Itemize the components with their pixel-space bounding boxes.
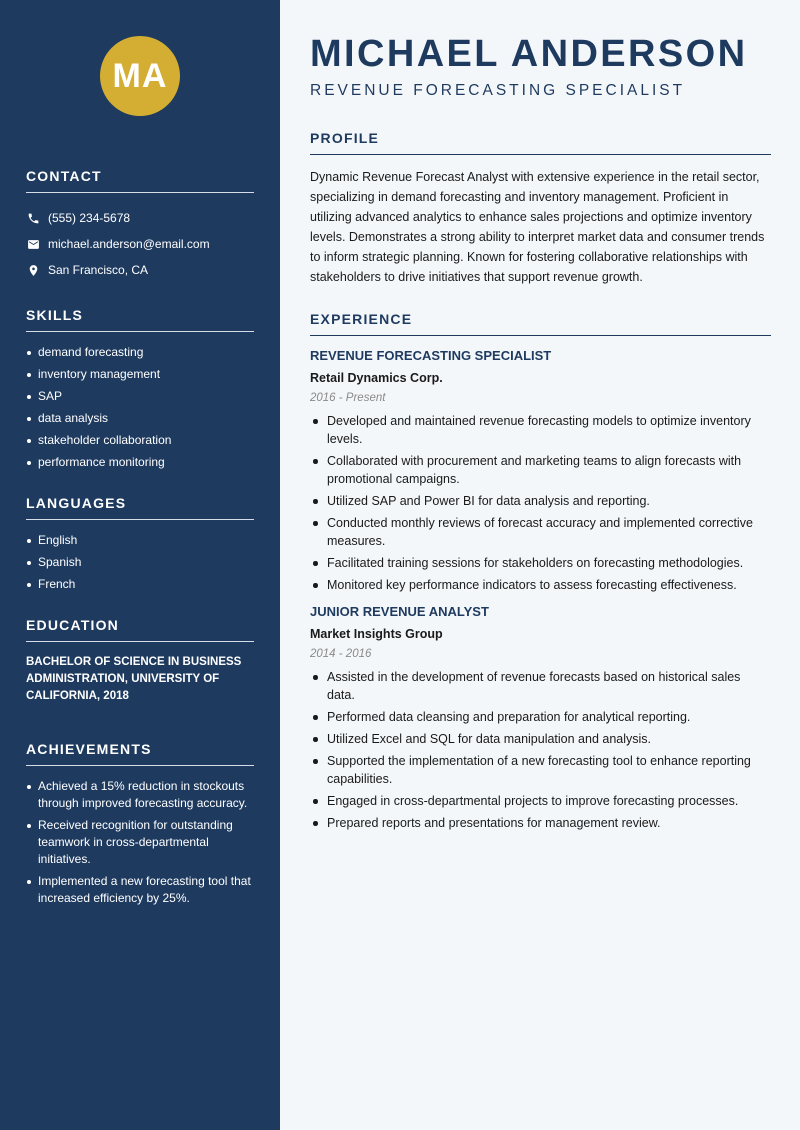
main-content	[280, 0, 800, 1130]
experience-section	[310, 311, 771, 832]
list-item: Assisted in the development of revenue forecasts based on historical sales data.	[310, 668, 771, 704]
email-text: michael.anderson@email.com	[48, 237, 210, 251]
list-item: performance monitoring	[26, 454, 254, 471]
achievements-list	[26, 778, 254, 907]
phone-text: (555) 234-5678	[48, 211, 131, 225]
contact-email	[26, 231, 254, 257]
experience-heading: EXPERIENCE	[310, 311, 771, 336]
profile-section	[310, 130, 771, 287]
phone-icon	[26, 211, 40, 225]
skills-list	[26, 344, 254, 471]
contact-location	[26, 257, 254, 283]
list-item: Implemented a new forecasting tool that increased efficiency by 25%.	[26, 873, 254, 907]
list-item: Prepared reports and presentations for management review.	[310, 814, 771, 832]
profile-text: Dynamic Revenue Forecast Analyst with extensive experience in the retail sector, specializing in demand forecasting and inventory management. Proficient in utilizing advanced analytics to enhance sales projections and optimize inventory levels. Demonstrates a strong ability to interpret market data and consumer trends to inform strategic planning. Known for fostering collaborative relationships with stakeholders to drive initiatives that support revenue growth.	[310, 170, 765, 284]
candidate-name: MICHAEL ANDERSON	[310, 33, 748, 75]
job-company: Market Insights Group	[310, 627, 443, 641]
contact-section	[26, 168, 254, 283]
list-item: Monitored key performance indicators to assess forecasting effectiveness.	[310, 576, 771, 594]
list-item: SAP	[26, 388, 254, 405]
list-item: Performed data cleansing and preparation for analytical reporting.	[310, 708, 771, 726]
job-title: JUNIOR REVENUE ANALYST	[310, 604, 489, 619]
list-item: Received recognition for outstanding teamwork in cross-departmental initiatives.	[26, 817, 254, 868]
achievements-heading: ACHIEVEMENTS	[26, 741, 254, 766]
job-dates: 2014 - 2016	[310, 648, 372, 660]
email-icon	[26, 237, 40, 251]
profile-heading: PROFILE	[310, 130, 771, 155]
job-bullets	[310, 412, 771, 594]
list-item: stakeholder collaboration	[26, 432, 254, 449]
education-text: BACHELOR OF SCIENCE IN BUSINESS ADMINISTRATION, UNIVERSITY OF CALIFORNIA, 2018	[26, 656, 242, 702]
list-item: Engaged in cross-departmental projects to improve forecasting processes.	[310, 792, 771, 810]
list-item: French	[26, 576, 254, 593]
list-item: Spanish	[26, 554, 254, 571]
list-item: English	[26, 532, 254, 549]
skills-section	[26, 307, 254, 471]
list-item: inventory management	[26, 366, 254, 383]
contact-heading: CONTACT	[26, 168, 254, 193]
list-item: Conducted monthly reviews of forecast accuracy and implemented corrective measures.	[310, 514, 771, 550]
job-entry	[310, 348, 771, 594]
list-item: Developed and maintained revenue forecasting models to optimize inventory levels.	[310, 412, 771, 448]
job-dates: 2016 - Present	[310, 392, 386, 404]
sidebar	[0, 0, 280, 1130]
skills-heading: SKILLS	[26, 307, 254, 332]
list-item: Collaborated with procurement and marketing teams to align forecasts with promotional campaigns.	[310, 452, 771, 488]
languages-section	[26, 495, 254, 593]
job-title: REVENUE FORECASTING SPECIALIST	[310, 348, 552, 363]
job-bullets	[310, 668, 771, 832]
location-pin-icon	[26, 263, 40, 277]
contact-phone	[26, 205, 254, 231]
job-company: Retail Dynamics Corp.	[310, 371, 443, 385]
location-text: San Francisco, CA	[48, 263, 149, 277]
list-item: demand forecasting	[26, 344, 254, 361]
languages-heading: LANGUAGES	[26, 495, 254, 520]
achievements-section	[26, 741, 254, 907]
education-heading: EDUCATION	[26, 617, 254, 642]
avatar: MA	[100, 36, 180, 116]
list-item: Achieved a 15% reduction in stockouts through improved forecasting accuracy.	[26, 778, 254, 812]
languages-list	[26, 532, 254, 593]
list-item: data analysis	[26, 410, 254, 427]
list-item: Supported the implementation of a new forecasting tool to enhance reporting capabilities.	[310, 752, 771, 788]
job-entry	[310, 604, 771, 832]
list-item: Facilitated training sessions for stakeholders on forecasting methodologies.	[310, 554, 771, 572]
list-item: Utilized Excel and SQL for data manipulation and analysis.	[310, 730, 771, 748]
education-section	[26, 617, 254, 705]
list-item: Utilized SAP and Power BI for data analysis and reporting.	[310, 492, 771, 510]
candidate-role: REVENUE FORECASTING SPECIALIST	[310, 82, 686, 99]
